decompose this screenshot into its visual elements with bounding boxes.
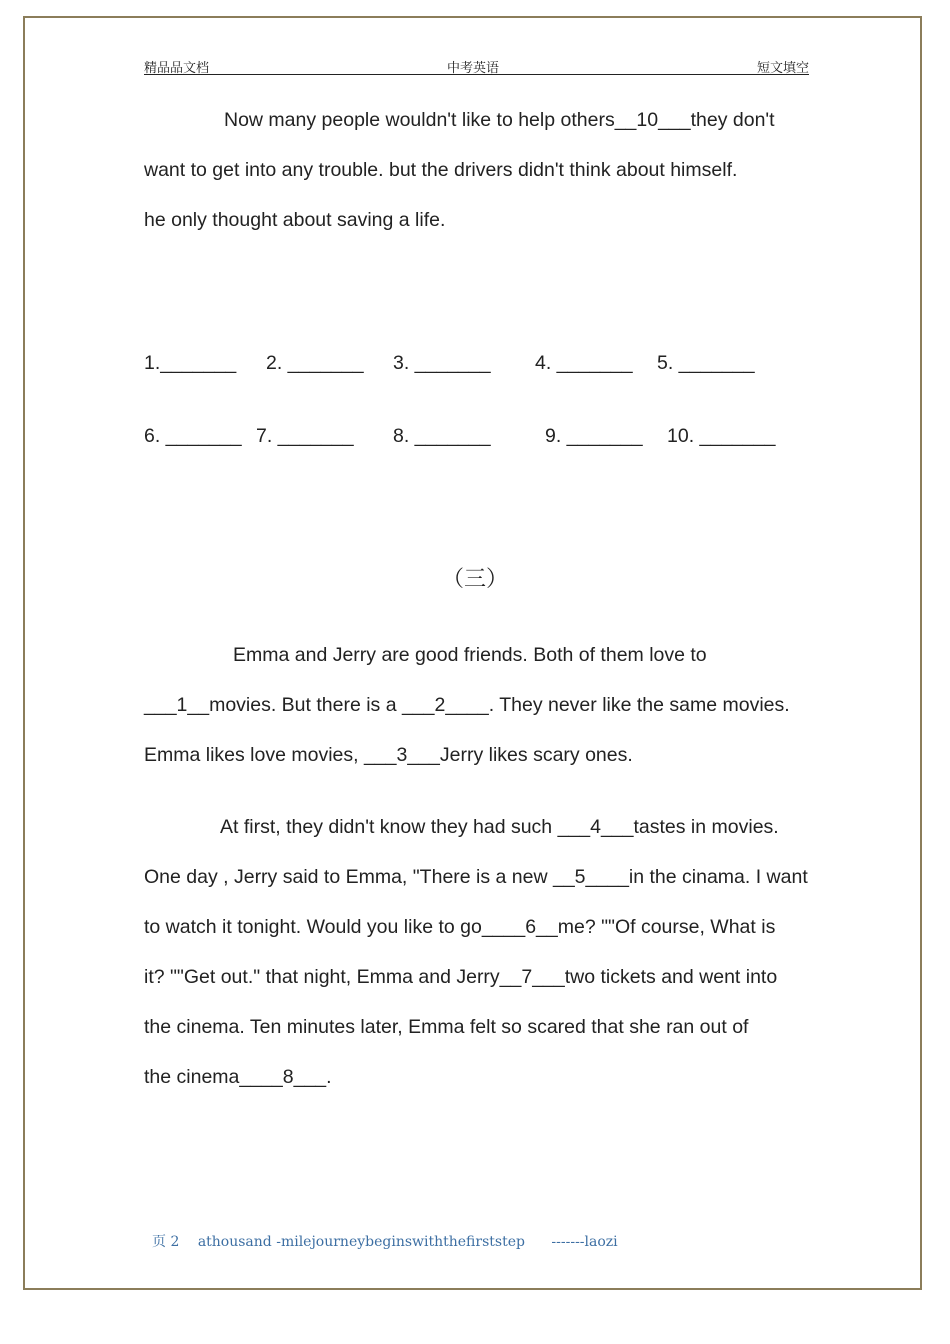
passage3-line: to watch it tonight. Would you like to go____6__me? ""Of course, What is [144, 916, 776, 938]
answer-blank-3[interactable]: 3. _______ [393, 352, 491, 374]
answer-blank-10[interactable]: 10. _______ [667, 425, 776, 447]
answer-blank-6[interactable]: 6. _______ [144, 425, 242, 447]
passage-top-line: he only thought about saving a life. [144, 209, 446, 231]
answer-blank-1[interactable]: 1._______ [144, 352, 237, 374]
footer-page-label: 页 2 [152, 1234, 180, 1250]
answer-blank-2[interactable]: 2. _______ [266, 352, 364, 374]
answer-blank-9[interactable]: 9. _______ [545, 425, 643, 447]
passage3-line: ___1__movies. But there is a ___2____. They never like the same movies. [144, 694, 790, 716]
page-footer [152, 1231, 618, 1251]
passage-top [144, 95, 824, 245]
answer-blank-5[interactable]: 5. _______ [657, 352, 755, 374]
passage3-para2 [144, 802, 824, 1102]
passage3-line: At first, they didn't know they had such ___4___tastes in movies. [220, 816, 779, 838]
passage-top-line: want to get into any trouble. but the drivers didn't think about himself. [144, 159, 738, 181]
page-header [144, 56, 809, 75]
passage3-line: Emma and Jerry are good friends. Both of them love to [233, 644, 707, 666]
answer-blank-4[interactable]: 4. _______ [535, 352, 633, 374]
passage3-line: it? ""Get out." that night, Emma and Jerry__7___two tickets and went into [144, 966, 778, 988]
footer-author: -------laozi [551, 1234, 618, 1250]
answer-blank-7[interactable]: 7. _______ [256, 425, 354, 447]
header-center-label: 中考英语 [447, 61, 500, 76]
passage3-line: One day , Jerry said to Emma, "There is a new __5____in the cinama. I want [144, 866, 808, 888]
section-title: （三） [441, 567, 508, 592]
passage-top-line: Now many people wouldn't like to help others__10___they don't [224, 109, 775, 131]
answer-blank-8[interactable]: 8. _______ [393, 425, 491, 447]
footer-quote: athousand -milejourneybeginswiththefirststep [197, 1234, 525, 1250]
header-left-label: 精品品文档 [144, 61, 210, 76]
passage3-line: the cinema. Ten minutes later, Emma felt so scared that she ran out of [144, 1016, 749, 1038]
passage3-line: Emma likes love movies, ___3___Jerry likes scary ones. [144, 744, 633, 766]
passage3-line: the cinema____8___. [144, 1066, 332, 1088]
passage3-para1 [144, 630, 824, 780]
header-right-label: 短文填空 [756, 61, 809, 76]
